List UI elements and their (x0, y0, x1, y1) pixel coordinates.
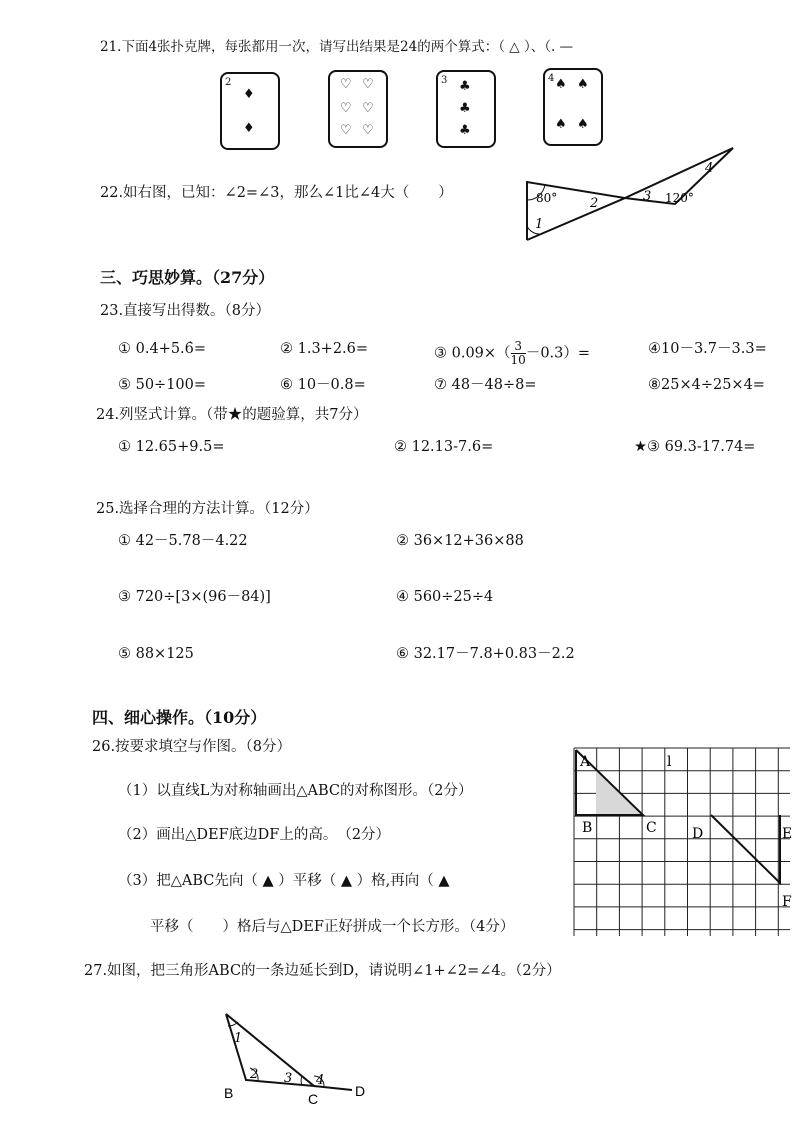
point-c-label: C (308, 1091, 319, 1107)
point-c-label: C (646, 820, 657, 836)
q23-item-6: ⑥ 10－0.8= (280, 377, 366, 393)
angle-4-label: 4 (705, 161, 714, 176)
q23-item-3-end: 0.3）= (540, 345, 591, 362)
q26-title: 26.按要求填空与作图。（8分） (92, 739, 292, 755)
point-e-label: E (782, 826, 793, 842)
q25-item-4: ④ 560÷25÷4 (396, 589, 494, 605)
angle-1-label: 1 (535, 217, 544, 232)
angle-2-label: 2 (590, 196, 599, 211)
section-3-title: 三、巧思妙算。（27分） (100, 268, 275, 287)
card-rank: 4 (548, 73, 555, 84)
point-b-label: B (582, 820, 593, 836)
grid-lines (574, 748, 793, 936)
q23-item-2: ② 1.3+2.6= (280, 341, 369, 357)
q25-item-1: ① 42－5.78－4.22 (118, 533, 248, 549)
angle-2-label: 2 (250, 1067, 259, 1082)
section-4-title: 四、细心操作。（10分） (92, 708, 267, 727)
spade-icon: ♠ (577, 117, 589, 132)
playing-card-2 (328, 70, 388, 148)
q26-part-3: （3）把△ABC先向（ ▲ ）平移（ ▲ ）格,再向（ ▲ (118, 873, 450, 889)
club-icon: ♣ (459, 79, 471, 94)
angle-4-label: 4 (316, 1073, 325, 1088)
point-d-label: D (692, 826, 704, 842)
card-rank: 3 (441, 75, 448, 86)
q25-item-3: ③ 720÷[3×(96－84)] (118, 589, 271, 605)
q23-item-7: ⑦ 48－48÷8= (434, 377, 537, 393)
spade-icon: ♠ (555, 117, 567, 132)
q24-item-1: ① 12.65+9.5= (118, 439, 225, 455)
q25-item-5: ⑤ 88×125 (118, 646, 194, 662)
playing-card-1 (220, 72, 280, 150)
angle-3-label: 3 (284, 1071, 293, 1086)
q26-part-4: 平移（ ）格后与△DEF正好拼成一个长方形。（4分） (150, 919, 515, 935)
diamond-icon: ♦ (243, 87, 255, 102)
point-b-label: B (224, 1085, 234, 1101)
fraction-numerator: 3 (511, 340, 526, 354)
q23-item-1: ① 0.4+5.6̇= (118, 341, 207, 357)
q25-item-6: ⑥ 32.17－7.8+0.83－2.2 (396, 646, 575, 662)
q24-title: 24.列竖式计算。（带★的题验算，共7分） (96, 407, 368, 423)
card-rank: 2 (225, 77, 232, 88)
q27-title: 27.如图，把三角形ABC的一条边延长到D，请说明∠1+∠2=∠4。（2分） (84, 963, 561, 979)
angle-3-label: 3 (643, 189, 652, 204)
q23-item-3: ③ 0.09×（ $\frac{3}{10}$ －0.3）= (434, 339, 591, 367)
heart-icon: ♡ (340, 123, 352, 138)
q26-grid-figure (572, 746, 794, 938)
heart-icon: ♡ (340, 77, 352, 92)
q23-item-4: ④10－3.7－3.3= (648, 341, 767, 357)
q24-item-3: ★③ 69.3-17.74= (634, 439, 756, 455)
q26-part-2: （2）画出△DEF底边DF上的高。 （2分） (118, 827, 391, 843)
spade-icon: ♠ (577, 77, 589, 92)
q26-part-1: （1）以直线L为对称轴画出△ABC的对称图形。（2分） (118, 783, 473, 799)
q25-title: 25.选择合理的方法计算。（12分） (96, 501, 319, 517)
club-icon: ♣ (459, 123, 471, 138)
q23-item-5: ⑤ 50÷100= (118, 377, 207, 393)
playing-card-4 (543, 68, 603, 146)
q22-figure (515, 140, 745, 250)
heart-icon: ♡ (362, 123, 374, 138)
angle-120-label: 120° (665, 191, 694, 205)
playing-card-3 (436, 70, 496, 148)
q23-title: 23.直接写出得数。（8分） (100, 303, 271, 319)
point-a-label: A (580, 754, 591, 770)
axis-l-label: l (667, 754, 672, 770)
diamond-icon: ♦ (243, 121, 255, 136)
angle-80-label: 80° (536, 191, 558, 205)
angle-1-label: 1 (234, 1031, 243, 1046)
q21-text: 21.下面4张扑克牌，每张都用一次，请写出结果是24的两个算式：（ △ ）、（. — (100, 39, 574, 55)
q24-item-2: ② 12.13-7.6= (394, 439, 494, 455)
fraction-denominator: 10 (510, 353, 526, 367)
q27-figure (210, 1006, 380, 1112)
q23-item-3-start: ③ 0.09×（ (434, 345, 511, 362)
heart-icon: ♡ (362, 77, 374, 92)
heart-icon: ♡ (340, 101, 352, 116)
q23-item-8: ⑧25×4÷25×4= (648, 377, 765, 393)
fraction (511, 340, 526, 367)
q22-text: 22.如右图，已知：∠2=∠3，那么∠1比∠4大（ ） (100, 185, 453, 201)
point-f-label: F (782, 894, 792, 910)
club-icon: ♣ (459, 101, 471, 116)
q25-item-2: ② 36×12+36×88 (396, 533, 524, 549)
point-d-label: D (355, 1083, 366, 1099)
spade-icon: ♠ (555, 77, 567, 92)
heart-icon: ♡ (362, 101, 374, 116)
